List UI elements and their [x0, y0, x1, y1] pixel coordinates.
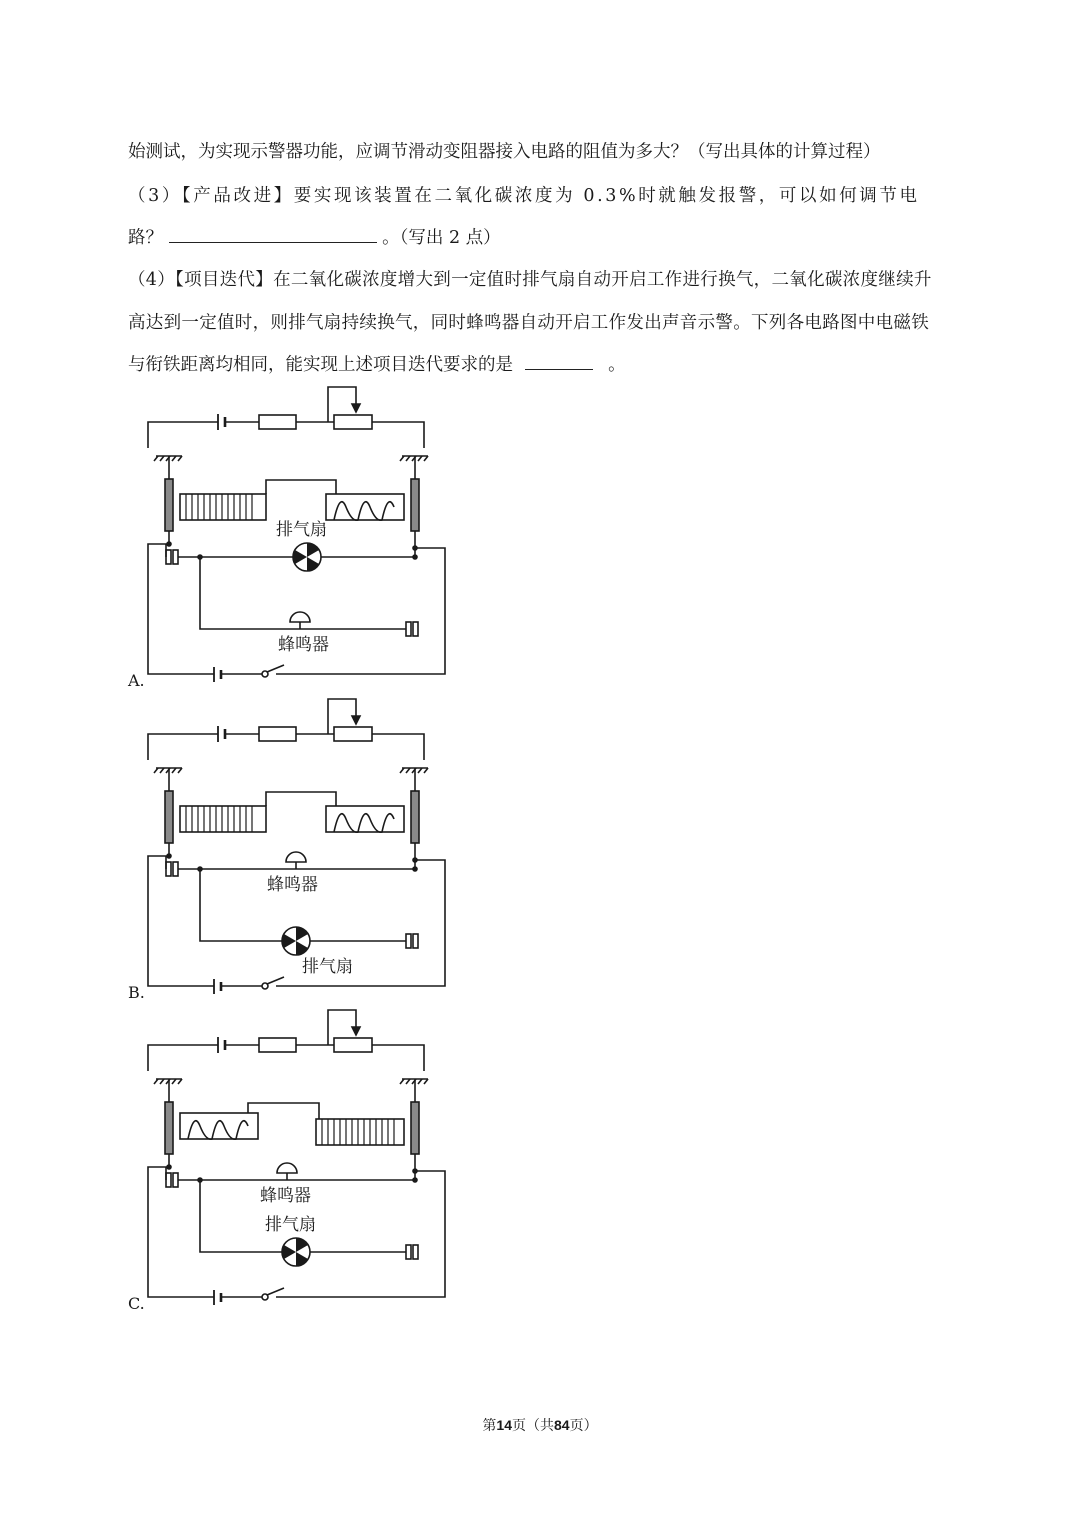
junction-dot: [166, 1164, 172, 1170]
junction-dot: [412, 545, 418, 551]
fan-icon: [282, 927, 310, 955]
buzzer-icon: [286, 852, 306, 869]
circuit-diagram-c: [126, 1007, 456, 1307]
junction-dot: [412, 554, 418, 560]
footer-prefix: 第: [482, 1418, 497, 1434]
question-4-text-line-1: （4）【项目迭代】在二氧化碳浓度增大到一定值时排气扇自动开启工作进行换气，二氧化碳浓度继续升: [128, 270, 932, 290]
junction-dot: [197, 554, 203, 560]
current-page-number: 14: [496, 1417, 512, 1433]
junction-dot: [166, 853, 172, 859]
fan-label: 排气扇: [265, 1215, 316, 1235]
junction-dot: [197, 1177, 203, 1183]
buzzer-label: 蜂鸣器: [260, 1186, 311, 1206]
question-3-text: （3）【产品改进】要实现该装置在二氧化碳浓度为 0.3%时就触发报警，可以如何调节电: [128, 186, 920, 206]
circuit-diagram-b: [126, 696, 456, 996]
footer-middle: 页（共: [512, 1418, 554, 1434]
fan-icon: [282, 1238, 310, 1266]
answer-blank-3[interactable]: [169, 228, 377, 243]
option-b-label: B.: [128, 983, 145, 1002]
junction-dot: [412, 857, 418, 863]
fan-label: 排气扇: [276, 520, 327, 540]
junction-dot: [412, 1168, 418, 1174]
answer-blank-4[interactable]: [525, 355, 593, 370]
footer-suffix: 页）: [569, 1418, 598, 1434]
junction-dot: [412, 1177, 418, 1183]
buzzer-icon: [277, 1163, 297, 1180]
fan-icon: [293, 543, 321, 571]
question-4-suffix: 。: [608, 355, 626, 375]
question-4-text-line-2: 高达到一定值时，则排气扇持续换气，同时蜂鸣器自动开启工作发出声音示警。下列各电路图中电磁铁: [128, 313, 929, 333]
junction-dot: [166, 541, 172, 547]
total-page-number: 84: [554, 1417, 570, 1433]
question-4-text-line-3: [128, 351, 626, 376]
page-footer: [0, 1415, 1080, 1435]
question-3-answer-line: [128, 224, 501, 249]
question-3-suffix: 。（写出 2 点）: [382, 228, 501, 248]
buzzer-icon: [290, 612, 310, 629]
buzzer-label: 蜂鸣器: [267, 875, 318, 895]
buzzer-label: 蜂鸣器: [278, 635, 329, 655]
question-text-line-1: 始测试，为实现示警器功能，应调节滑动变阻器接入电路的阻值为多大？（写出具体的计算过程）: [128, 142, 881, 162]
junction-dot: [412, 866, 418, 872]
fan-label: 排气扇: [302, 957, 353, 977]
option-a-label: A.: [128, 671, 145, 690]
circuit-diagram-a: [126, 384, 456, 684]
question-4-prefix: 与衔铁距离均相同，能实现上述项目迭代要求的是: [128, 355, 513, 375]
question-3-prefix: 路？: [128, 228, 163, 248]
option-c-label: C.: [128, 1294, 145, 1313]
junction-dot: [197, 866, 203, 872]
